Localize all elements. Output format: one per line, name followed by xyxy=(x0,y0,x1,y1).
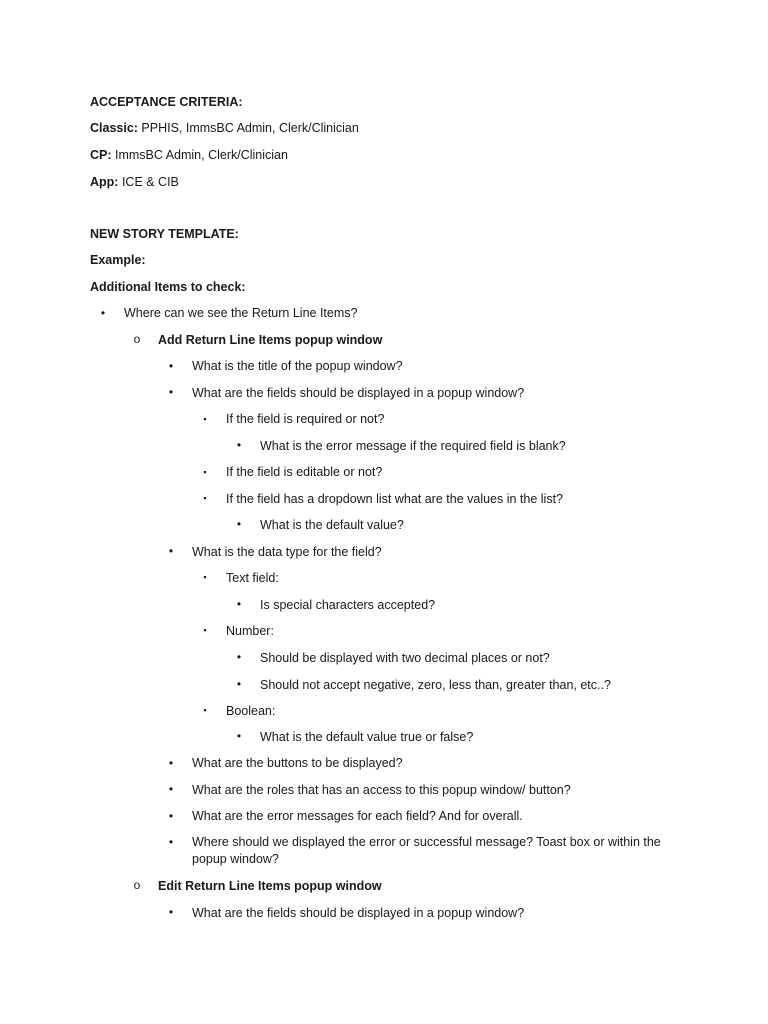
list-item: If the field is editable or not? xyxy=(226,465,383,479)
circle-bullet-icon: o xyxy=(133,878,141,892)
disc-bullet-icon: • xyxy=(168,544,174,558)
classic-label: Classic: xyxy=(90,121,138,135)
square-bullet-icon: ▪ xyxy=(203,705,207,715)
list-item: What are the error messages for each field? And for overall. xyxy=(192,809,523,823)
list-item: Where should we displayed the error or successful message? Toast box or within the popup window? xyxy=(192,835,661,866)
square-bullet-icon: ▪ xyxy=(203,493,207,503)
square-bullet-icon: ▪ xyxy=(203,414,207,424)
disc-bullet-icon: • xyxy=(236,650,242,664)
disc-bullet-icon: • xyxy=(168,905,174,919)
classic-line xyxy=(90,120,359,136)
disc-bullet-icon: • xyxy=(236,597,242,611)
app-label: App: xyxy=(90,175,119,189)
additional-items-heading: Additional Items to check: xyxy=(90,280,246,294)
cp-line xyxy=(90,147,288,163)
list-item: If the field has a dropdown list what are the values in the list? xyxy=(226,492,563,506)
list-item: What is the data type for the field? xyxy=(192,545,382,559)
list-item: What are the roles that has an access to this popup window/ button? xyxy=(192,783,571,797)
list-item: Number: xyxy=(226,624,274,638)
list-item: Edit Return Line Items popup window xyxy=(158,879,382,893)
classic-value: PPHIS, ImmsBC Admin, Clerk/Clinician xyxy=(137,121,359,135)
list-item: What is the default value true or false? xyxy=(260,730,474,744)
list-item: Should be displayed with two decimal places or not? xyxy=(260,651,550,665)
list-item: Boolean: xyxy=(226,704,276,718)
list-item: What are the fields should be displayed in a popup window? xyxy=(192,386,525,400)
new-story-template-heading: NEW STORY TEMPLATE: xyxy=(90,227,239,241)
disc-bullet-icon: • xyxy=(236,438,242,452)
list-item: Text field: xyxy=(226,571,279,585)
cp-label: CP: xyxy=(90,148,112,162)
square-bullet-icon: ▪ xyxy=(203,572,207,582)
disc-bullet-icon: • xyxy=(168,835,174,849)
example-heading: Example: xyxy=(90,253,146,267)
square-bullet-icon: ▪ xyxy=(203,467,207,477)
list-item: What is the title of the popup window? xyxy=(192,359,403,373)
square-bullet-icon: ▪ xyxy=(203,625,207,635)
list-item: Should not accept negative, zero, less than, greater than, etc..? xyxy=(260,678,611,692)
circle-bullet-icon: o xyxy=(133,332,141,346)
list-item: Is special characters accepted? xyxy=(260,598,436,612)
disc-bullet-icon: • xyxy=(236,517,242,531)
list-item: Add Return Line Items popup window xyxy=(158,333,383,347)
list-item: Where can we see the Return Line Items? xyxy=(124,306,358,320)
list-item: If the field is required or not? xyxy=(226,412,385,426)
disc-bullet-icon: • xyxy=(236,677,242,691)
app-value: ICE & CIB xyxy=(118,175,179,189)
list-item: What is the default value? xyxy=(260,518,404,532)
disc-bullet-icon: • xyxy=(168,385,174,399)
list-item: What is the error message if the required field is blank? xyxy=(260,439,566,453)
disc-bullet-icon: • xyxy=(168,809,174,823)
disc-bullet-icon: • xyxy=(168,756,174,770)
acceptance-criteria-heading: ACCEPTANCE CRITERIA: xyxy=(90,95,243,109)
disc-bullet-icon: • xyxy=(168,359,174,373)
list-item: What are the fields should be displayed in a popup window? xyxy=(192,906,525,920)
disc-bullet-icon: • xyxy=(236,729,242,743)
disc-bullet-icon: • xyxy=(100,306,106,320)
cp-value: ImmsBC Admin, Clerk/Clinician xyxy=(111,148,288,162)
app-line xyxy=(90,174,179,190)
disc-bullet-icon: • xyxy=(168,782,174,796)
list-item: What are the buttons to be displayed? xyxy=(192,756,403,770)
